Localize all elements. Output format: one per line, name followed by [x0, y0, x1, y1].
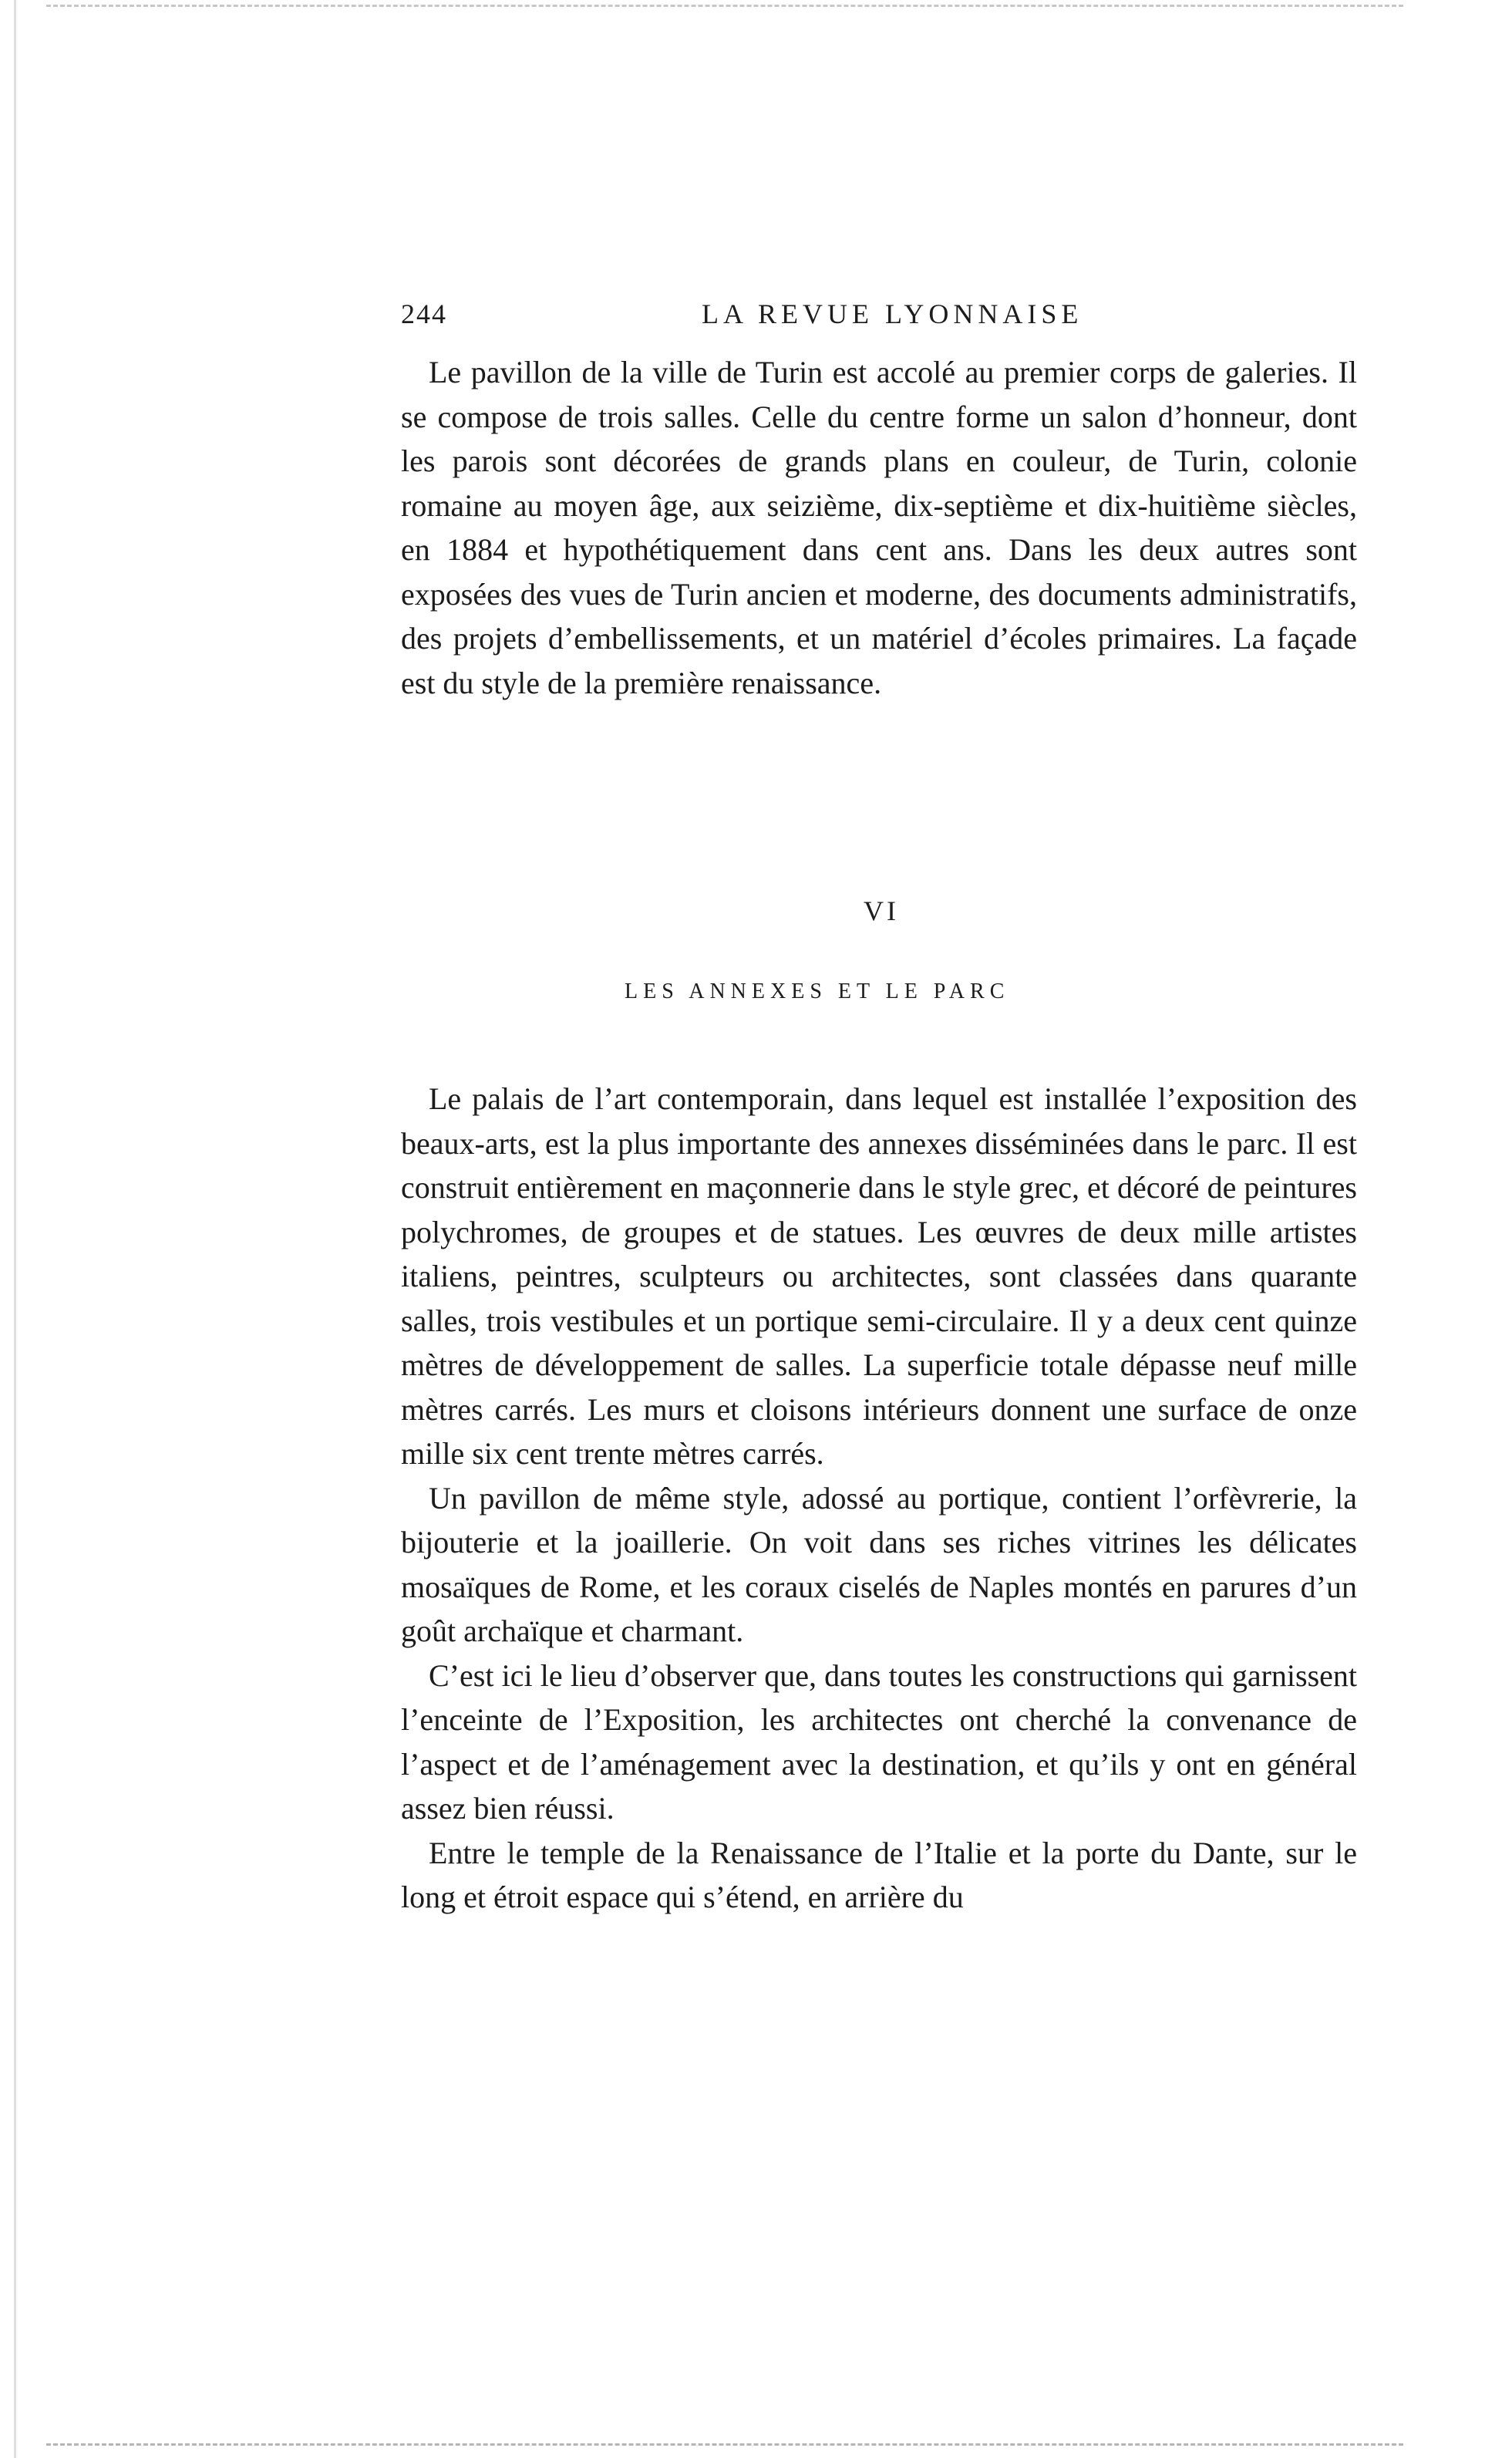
page-header: [401, 298, 1357, 336]
scan-edge-left: [14, 0, 16, 2458]
page-number: 244: [401, 298, 447, 329]
text-block-intro: [401, 350, 1357, 705]
paragraph-renaissance-temple: Entre le temple de la Renaissance de l’Italie et la porte du Dante, sur le long et étroit espace qui s’étend, en arrière du: [401, 1835, 1357, 1914]
paragraph-architects: C’est ici le lieu d’observer que, dans toutes les constructions qui garnissent l’enceinte de l’Exposition, les architectes ont cherché la convenance de l’aspect et de l’aménagement avec la destination, et qu’ils y ont en général assez bien réussi.: [401, 1657, 1357, 1826]
paragraph-goldsmith-pavilion: Un pavillon de même style, adossé au portique, contient l’orfèvrerie, la bijouterie et la joaillerie. On voit dans ses riches vitrines les délicates mosaïques de Rome, et les coraux ciselés de Naples montés en parures d’un goût archaïque et charmant.: [401, 1480, 1357, 1648]
text-block-annexes: [401, 1077, 1357, 1920]
section-heading: LES ANNEXES ET LE PARC: [625, 979, 1010, 1003]
scan-edge-top: [46, 5, 1403, 7]
section-number: VI: [864, 895, 899, 926]
scan-edge-bottom: [46, 2443, 1403, 2446]
paragraph-turin-pavilion: Le pavillon de la ville de Turin est accolé au premier corps de galeries. Il se compose de trois salles. Celle du centre forme un salon d’honneur, dont les parois sont décorées de grands plans en couleur, de Turin, colonie romaine au moyen âge, aux seizième, dix-septième et dix-huitième siècles, en 1884 et hypothétiquement dans cent ans. Dans les deux autres sont exposées des vues de Turin ancien et moderne, des documents administratifs, des projets d’embellissements, et un matériel d’écoles primaires. La façade est du style de la première renaissance.: [401, 355, 1357, 700]
paragraph-palace-of-art: Le palais de l’art contemporain, dans lequel est installée l’exposition des beaux-arts, est la plus importante des annexes disséminées dans le parc. Il est construit entièrement en maçonnerie dans le style grec, et décoré de peintures polychromes, de groupes et de statues. Les œuvres de deux mille artistes italiens, peintres, sculpteurs ou architectes, sont classées dans quarante salles, trois vestibules et un portique semi-circulaire. Il y a deux cent quinze mètres de développement de salles. La superficie totale dépasse neuf mille mètres carrés. Les murs et cloisons intérieurs donnent une surface de onze mille six cent trente mètres carrés.: [401, 1081, 1357, 1471]
running-title: LA REVUE LYONNAISE: [702, 298, 1083, 329]
